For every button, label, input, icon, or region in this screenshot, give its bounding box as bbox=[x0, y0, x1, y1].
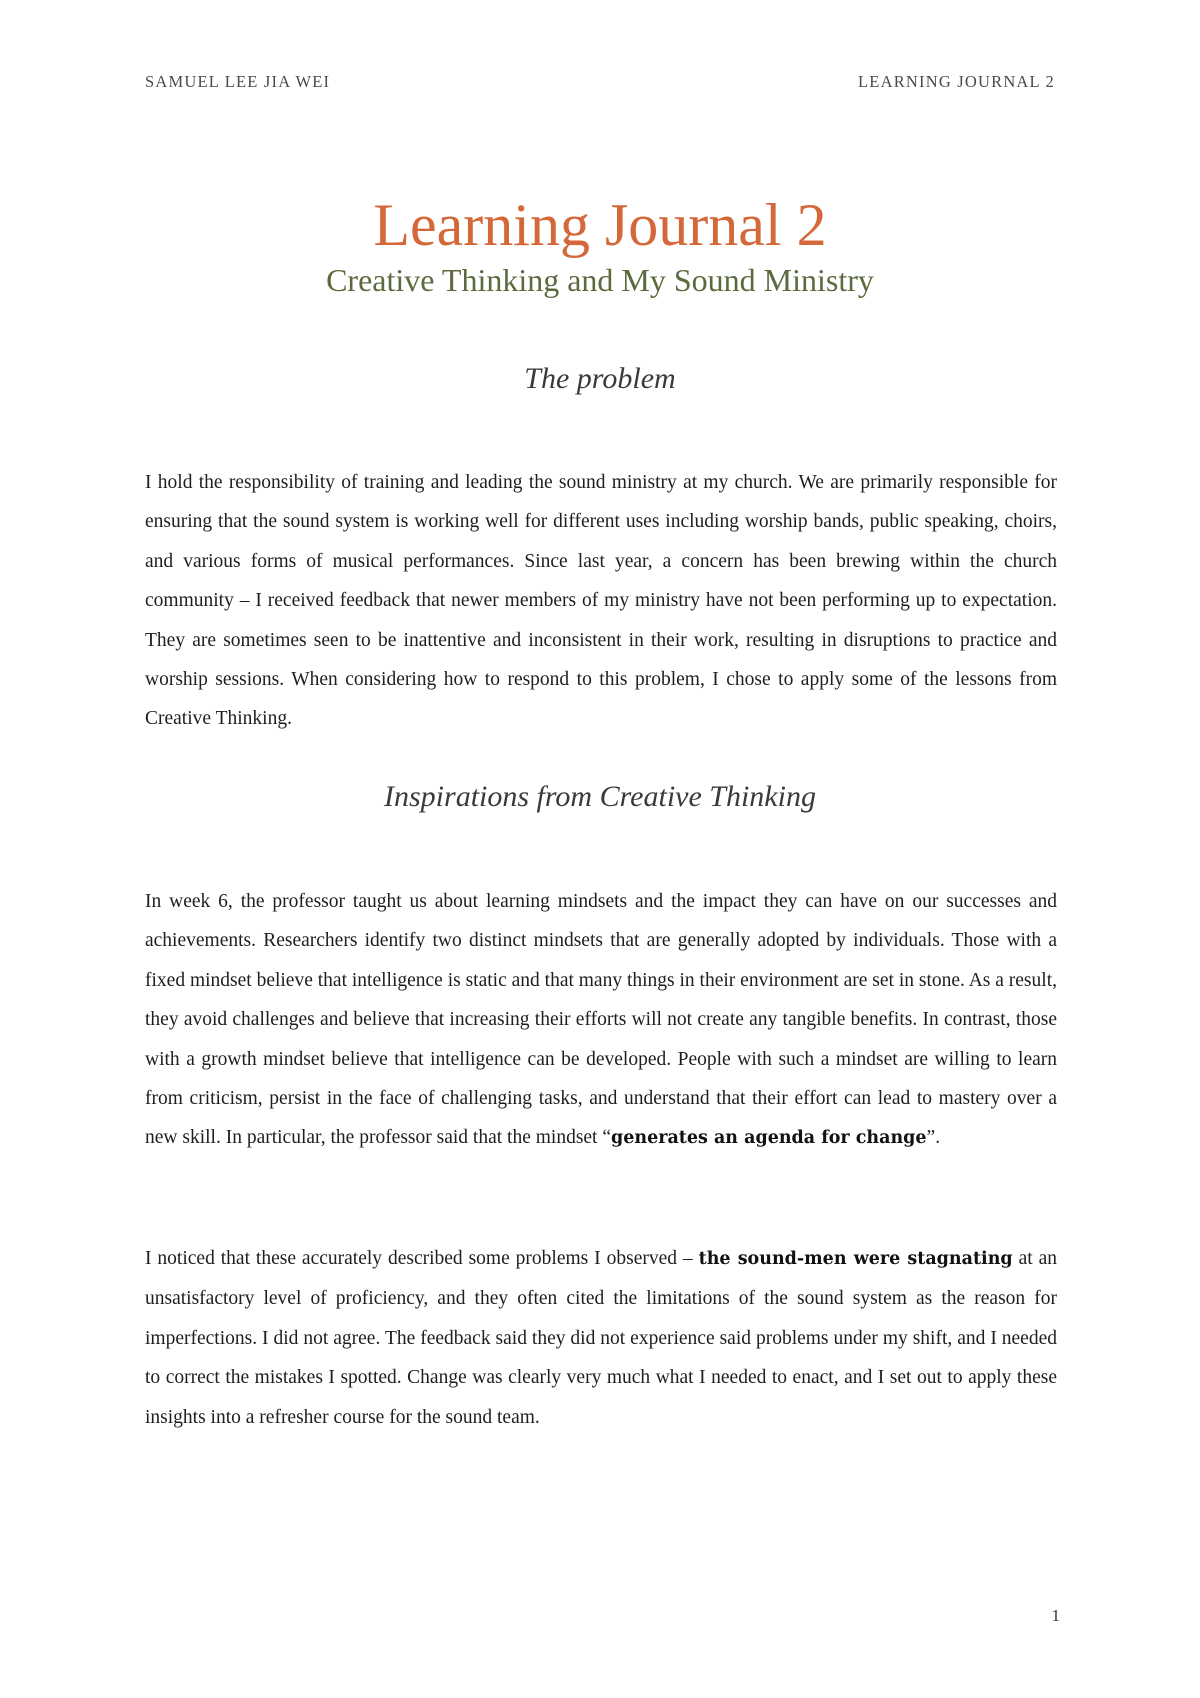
header-doc-label: LEARNING JOURNAL 2 bbox=[858, 72, 1055, 91]
title-block bbox=[0, 190, 1200, 300]
document-title: Learning Journal 2 bbox=[373, 192, 827, 258]
paragraph-text: In week 6, the professor taught us about learning mindsets and the impact they can have on our successes and achievements. Researchers identify two distinct mindsets that are generally adopted by individuals. Those with a fixed mindset believe that intelligence is static and that many things in their environment are set in stone. As a result, they avoid challenges and believe that increasing their efforts will not create any tangible benefits. In contrast, those with a growth mindset believe that intelligence can be developed. People with such a mindset are willing to learn from criticism, persist in the face of challenging tasks, and understand that their effort can lead to mastery over a new skill. In particular, the professor said that the mindset “ bbox=[145, 891, 1057, 1149]
header-author: SAMUEL LEE JIA WEI bbox=[145, 72, 331, 91]
emphasis-text: the sound-men were stagnating bbox=[698, 1249, 1013, 1269]
running-header bbox=[145, 72, 1055, 92]
paragraph-text: I noticed that these accurately described some problems I observed – bbox=[145, 1248, 699, 1269]
section-heading-problem: The problem bbox=[524, 362, 676, 395]
paragraph-inspirations-2 bbox=[145, 1239, 1057, 1437]
paragraph-text: I hold the responsibility of training and leading the sound ministry at my church. We are primarily responsible for ensuring that the sound system is working well for different uses including worship bands, public speaking, choirs, and various forms of musical performances. Since last year, a concern has been brewing within the church community – I received feedback that newer members of my ministry have not been performing up to expectation. They are sometimes seen to be inattentive and inconsistent in their work, resulting in disruptions to practice and worship sessions. When considering how to respond to this problem, I chose to apply some of the lessons from Creative Thinking. bbox=[145, 472, 1057, 730]
paragraph-text: ”. bbox=[926, 1127, 941, 1149]
document-subtitle: Creative Thinking and My Sound Ministry bbox=[326, 262, 874, 298]
paragraph-problem bbox=[145, 463, 1057, 739]
page-number: 1 bbox=[1051, 1606, 1060, 1625]
paragraph-inspirations-1 bbox=[145, 882, 1057, 1159]
section-heading-inspirations: Inspirations from Creative Thinking bbox=[384, 780, 816, 813]
emphasis-text: generates an agenda for change bbox=[611, 1128, 927, 1149]
paragraph-text: at an unsatisfactory level of proficiency, and they often cited the limitations of the sound system as the reason for imperfections. I did not agree. The feedback said they did not experience said problems under my shift, and I needed to correct the mistakes I spotted. Change was clearly very much what I needed to enact, and I set out to apply these insights into a refresher course for the sound team. bbox=[145, 1248, 1057, 1428]
